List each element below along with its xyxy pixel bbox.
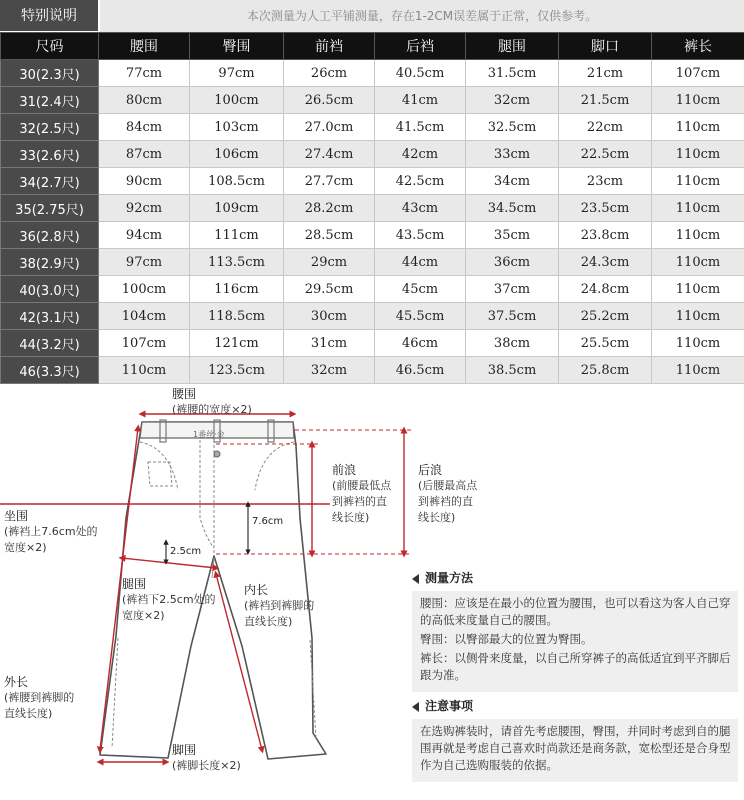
measure-cell: 107cm	[99, 330, 190, 357]
method-line: 裤长：以侧骨来度量，以自己所穿裤子的高低适宜到平齐脚后跟为准。	[420, 651, 731, 682]
measure-cell: 38.5cm	[466, 357, 559, 384]
method-heading: 测量方法	[412, 570, 738, 587]
waistband-text: 1番丝·金	[193, 430, 225, 439]
measure-cell: 37cm	[466, 276, 559, 303]
measure-cell: 41.5cm	[375, 114, 466, 141]
header-front-rise: 前裆	[284, 33, 375, 60]
measure-cell: 110cm	[652, 195, 744, 222]
table-row	[1, 60, 744, 87]
measure-cell: 110cm	[652, 276, 744, 303]
label-seat: 坐围 (裤裆上7.6cm处的 宽度×2)	[4, 509, 98, 554]
label-front-rise: 前浪 (前腰最低点 到裤裆的直 线长度)	[332, 463, 392, 524]
table-row	[1, 303, 744, 330]
measure-cell: 110cm	[652, 357, 744, 384]
measure-cell: 121cm	[190, 330, 284, 357]
measure-cell: 110cm	[652, 87, 744, 114]
note-label: 特别说明	[0, 0, 98, 32]
measure-cell: 27.7cm	[284, 168, 375, 195]
measure-cell: 34.5cm	[466, 195, 559, 222]
measure-cell: 110cm	[652, 168, 744, 195]
measure-cell: 32cm	[466, 87, 559, 114]
table-header-row	[1, 33, 744, 60]
size-cell: 31(2.4尺)	[1, 87, 99, 114]
measure-cell: 25.2cm	[559, 303, 652, 330]
measure-cell: 25.8cm	[559, 357, 652, 384]
measure-cell: 111cm	[190, 222, 284, 249]
table-row	[1, 114, 744, 141]
table-row	[1, 330, 744, 357]
measure-cell: 97cm	[190, 60, 284, 87]
measure-cell: 45cm	[375, 276, 466, 303]
button	[214, 451, 220, 457]
table-row	[1, 249, 744, 276]
measure-cell: 110cm	[652, 141, 744, 168]
measure-cell: 43.5cm	[375, 222, 466, 249]
label-back-rise: 后浪 (后腰最高点 到裤裆的直 线长度)	[418, 463, 478, 524]
table-row	[1, 222, 744, 249]
notice-box	[412, 719, 738, 782]
method-box	[412, 591, 738, 692]
measure-cell: 22.5cm	[559, 141, 652, 168]
measure-cell: 30cm	[284, 303, 375, 330]
label-thigh: 腿围 (裤裆下2.5cm处的 宽度×2)	[122, 577, 216, 622]
notice-text: 在选购裤装时，请首先考虑腰围，臀围，并同时考虑到自的腿围再就是考虑自己喜欢时尚款还是商务款，宽松型还是合身型作为自己选购服装的依据。	[420, 724, 731, 772]
measure-cell: 28.2cm	[284, 195, 375, 222]
measure-cell: 42cm	[375, 141, 466, 168]
measure-cell: 27.0cm	[284, 114, 375, 141]
note-text: 本次测量为人工平铺测量，存在1-2CM误差属于正常，仅供参考。	[100, 0, 744, 32]
header-thigh: 腿围	[466, 33, 559, 60]
label-waist: 腰围 (裤腰的宽度×2)	[172, 387, 252, 416]
measure-cell: 26cm	[284, 60, 375, 87]
measure-cell: 45.5cm	[375, 303, 466, 330]
size-cell: 38(2.9尺)	[1, 249, 99, 276]
dim-2-5cm: 2.5cm	[170, 546, 202, 557]
measure-cell: 24.3cm	[559, 249, 652, 276]
measure-cell: 41cm	[375, 87, 466, 114]
measure-cell: 108.5cm	[190, 168, 284, 195]
measure-cell: 46.5cm	[375, 357, 466, 384]
measure-cell: 110cm	[652, 114, 744, 141]
size-cell: 46(3.3尺)	[1, 357, 99, 384]
measure-cell: 110cm	[652, 303, 744, 330]
measure-cell: 24.8cm	[559, 276, 652, 303]
measure-cell: 97cm	[99, 249, 190, 276]
measure-cell: 44cm	[375, 249, 466, 276]
size-cell: 36(2.8尺)	[1, 222, 99, 249]
size-cell: 44(3.2尺)	[1, 330, 99, 357]
measure-cell: 104cm	[99, 303, 190, 330]
measure-cell: 103cm	[190, 114, 284, 141]
size-cell: 40(3.0尺)	[1, 276, 99, 303]
measure-cell: 90cm	[99, 168, 190, 195]
measure-cell: 46cm	[375, 330, 466, 357]
measure-cell: 38cm	[466, 330, 559, 357]
measure-cell: 110cm	[99, 357, 190, 384]
measure-cell: 23.8cm	[559, 222, 652, 249]
measure-cell: 21.5cm	[559, 87, 652, 114]
label-outseam: 外长 (裤腰到裤脚的 直线长度)	[4, 675, 75, 720]
header-size: 尺码	[1, 33, 99, 60]
measure-cell: 31cm	[284, 330, 375, 357]
measure-cell: 21cm	[559, 60, 652, 87]
size-cell: 30(2.3尺)	[1, 60, 99, 87]
size-cell: 35(2.75尺)	[1, 195, 99, 222]
measure-cell: 32.5cm	[466, 114, 559, 141]
measure-cell: 32cm	[284, 357, 375, 384]
measure-cell: 110cm	[652, 330, 744, 357]
measure-cell: 110cm	[652, 222, 744, 249]
method-line: 臀围：以臀部最大的位置为臀围。	[420, 632, 593, 646]
measure-cell: 116cm	[190, 276, 284, 303]
measure-cell: 42.5cm	[375, 168, 466, 195]
measure-cell: 109cm	[190, 195, 284, 222]
measure-cell: 94cm	[99, 222, 190, 249]
table-row	[1, 141, 744, 168]
table-row	[1, 87, 744, 114]
measure-cell: 100cm	[99, 276, 190, 303]
measure-cell: 23.5cm	[559, 195, 652, 222]
measure-cell: 22cm	[559, 114, 652, 141]
measure-cell: 28.5cm	[284, 222, 375, 249]
measure-cell: 92cm	[99, 195, 190, 222]
measure-cell: 27.4cm	[284, 141, 375, 168]
header-length: 裤长	[652, 33, 744, 60]
measure-cell: 84cm	[99, 114, 190, 141]
measure-cell: 87cm	[99, 141, 190, 168]
table-row	[1, 276, 744, 303]
measure-cell: 113.5cm	[190, 249, 284, 276]
table-row	[1, 168, 744, 195]
triangle-icon	[412, 702, 419, 712]
measure-cell: 35cm	[466, 222, 559, 249]
measurement-note	[0, 0, 744, 32]
label-inseam: 内长 (裤裆到裤脚的 直线长度)	[244, 583, 315, 628]
table-row	[1, 195, 744, 222]
triangle-icon	[412, 574, 419, 584]
measure-cell: 80cm	[99, 87, 190, 114]
header-leg-opening: 脚口	[559, 33, 652, 60]
measure-cell: 29.5cm	[284, 276, 375, 303]
measure-cell: 36cm	[466, 249, 559, 276]
label-leg-opening: 脚围 (裤脚长度×2)	[172, 743, 241, 772]
measure-cell: 107cm	[652, 60, 744, 87]
measure-cell: 43cm	[375, 195, 466, 222]
size-table	[0, 32, 744, 384]
size-cell: 32(2.5尺)	[1, 114, 99, 141]
measure-cell: 37.5cm	[466, 303, 559, 330]
size-cell: 34(2.7尺)	[1, 168, 99, 195]
measure-cell: 123.5cm	[190, 357, 284, 384]
method-line: 腰围：应该是在最小的位置为腰围，也可以看这为客人自己穿的高低来度量自己的腰围。	[420, 596, 731, 627]
measure-cell: 100cm	[190, 87, 284, 114]
measure-cell: 25.5cm	[559, 330, 652, 357]
measure-cell: 23cm	[559, 168, 652, 195]
measure-cell: 106cm	[190, 141, 284, 168]
header-waist: 腰围	[99, 33, 190, 60]
measure-cell: 40.5cm	[375, 60, 466, 87]
measure-cell: 118.5cm	[190, 303, 284, 330]
measure-cell: 34cm	[466, 168, 559, 195]
measure-cell: 31.5cm	[466, 60, 559, 87]
size-cell: 33(2.6尺)	[1, 141, 99, 168]
dim-7-6cm: 7.6cm	[252, 516, 284, 527]
measure-cell: 110cm	[652, 249, 744, 276]
size-cell: 42(3.1尺)	[1, 303, 99, 330]
header-hip: 臀围	[190, 33, 284, 60]
info-panel	[412, 567, 738, 782]
measure-cell: 33cm	[466, 141, 559, 168]
measure-cell: 26.5cm	[284, 87, 375, 114]
measure-cell: 29cm	[284, 249, 375, 276]
notice-heading: 注意事项	[412, 698, 738, 715]
measure-cell: 77cm	[99, 60, 190, 87]
header-back-rise: 后裆	[375, 33, 466, 60]
